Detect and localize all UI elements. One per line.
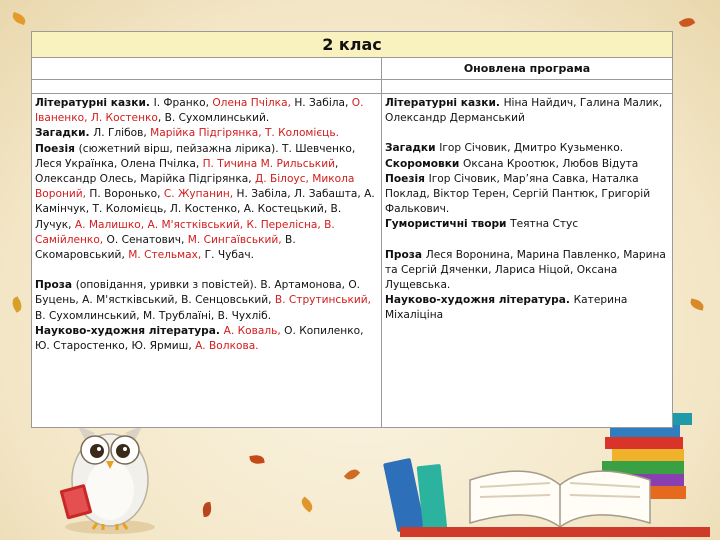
- author-text: Н. Забіла,: [294, 97, 352, 109]
- genre-label: Проза: [35, 279, 76, 292]
- header-left: [32, 58, 382, 80]
- table-header-row: [32, 58, 673, 80]
- author-text: І. Франко,: [153, 97, 213, 109]
- author-text: Л. Костенко: [90, 112, 158, 125]
- genre-label: Проза: [385, 248, 426, 261]
- author-text: Олена Пчілка,: [212, 97, 295, 109]
- author-text: Н. Забіла, Л. Забашта, А. Камінчук, Т. Коломієць, Л. Костенко, А. Костецький, В. Лучук,: [35, 188, 375, 231]
- author-text: В. Сухомлинський, М. Трублаїні, В. Чухліб.: [35, 309, 272, 322]
- author-text: М. Сингаївський,: [187, 233, 286, 246]
- author-text: Ігор Січовик, Мар’яна Савка, Наталка Поклад, Віктор Терен, Сергій Пантюк, Григорій Фалькович.: [385, 172, 651, 216]
- author-text: Оксана Кроотюк, Любов Відута: [463, 157, 639, 170]
- genre-label: Скоромовки: [385, 157, 464, 170]
- author-text: О. Іваненко,: [35, 97, 364, 125]
- author-text: А. Волкова.: [195, 340, 259, 353]
- blank-row: [32, 80, 673, 94]
- author-text: С. Жупанин,: [163, 188, 237, 201]
- genre-label: Поезія: [35, 142, 79, 155]
- program-paragraph: [385, 172, 669, 218]
- program-paragraph: [35, 142, 378, 264]
- author-text: Ігор Січовик, Дмитро Кузьменко.: [439, 142, 624, 155]
- author-text: , Олександр Олесь, Марійка Підгірянка,: [35, 157, 339, 186]
- author-text: П. Тичина М. Рильський: [202, 157, 335, 170]
- genre-label: Літературні казки.: [35, 97, 154, 109]
- author-text: М. Стельмах,: [128, 249, 205, 262]
- author-text: А. Малишко, А. М'ястківський, К. Перелісна, В. Самійленко,: [35, 218, 335, 246]
- genre-label: Літературні казки.: [385, 97, 504, 109]
- content-row: [32, 94, 673, 428]
- program-paragraph: [35, 278, 378, 324]
- table-title-row: [32, 32, 673, 58]
- author-text: Г. Чубач.: [204, 249, 255, 262]
- program-paragraph: [385, 157, 669, 172]
- grade-title: 2 клас: [32, 32, 673, 58]
- author-text: , В. Сухомлинський.: [157, 112, 270, 125]
- program-paragraph: [35, 324, 378, 354]
- program-paragraph: [35, 96, 378, 126]
- author-text: А. Коваль,: [223, 324, 285, 337]
- old-program-list: [35, 96, 378, 354]
- genre-label: Науково-художня література.: [35, 324, 224, 337]
- program-paragraph: [385, 141, 669, 156]
- header-updated-program: Оновлена програма: [382, 58, 673, 80]
- genre-label: Науково-художня література.: [385, 294, 574, 307]
- old-program-cell: [32, 94, 382, 428]
- program-paragraph: [385, 248, 669, 294]
- author-text: Теятна Стус: [510, 218, 579, 231]
- program-paragraph: [385, 217, 669, 232]
- author-text: Ніна Найдич, Галина Малик, Олександр Дерманський: [385, 97, 663, 125]
- genre-label: Гумористичні твори: [385, 218, 511, 231]
- author-text: Марійка Підгірянка, Т. Коломієць.: [150, 127, 339, 140]
- author-text: В. Струтинський,: [274, 294, 372, 307]
- program-paragraph: [385, 96, 669, 126]
- program-comparison-table: [31, 31, 673, 428]
- updated-program-list: [385, 96, 669, 324]
- author-text: О. Копиленко, Ю. Старостенко, Ю. Ярмиш,: [35, 324, 364, 353]
- program-paragraph: [385, 293, 669, 323]
- author-text: Леся Воронина, Марина Павленко, Марина та Сергій Дяченки, Лариса Ніцой, Оксана Лущевська.: [385, 248, 666, 292]
- author-text: О. Сенатович,: [106, 233, 188, 246]
- author-text: В. Скомаровський,: [35, 233, 296, 262]
- author-text: Л. Глібов,: [93, 127, 151, 140]
- program-paragraph: [35, 126, 378, 141]
- author-text: (сюжетний вірш, пейзажна лірика). Т. Шевченко, Леся Українка, Олена Пчілка,: [35, 142, 356, 170]
- author-text: (оповідання, уривки з повістей). В. Артамонова, О. Буцень, А. М'ястківський, В. Сенцовський,: [35, 279, 361, 307]
- author-text: П. Воронько,: [89, 188, 164, 201]
- genre-label: Загадки.: [35, 127, 94, 140]
- author-text: Д. Білоус, Микола Вороний,: [35, 173, 355, 201]
- updated-program-cell: [382, 94, 673, 428]
- genre-label: Загадки: [385, 142, 440, 155]
- genre-label: Поезія: [385, 172, 429, 185]
- author-text: Катерина Міхаліціна: [385, 294, 628, 322]
